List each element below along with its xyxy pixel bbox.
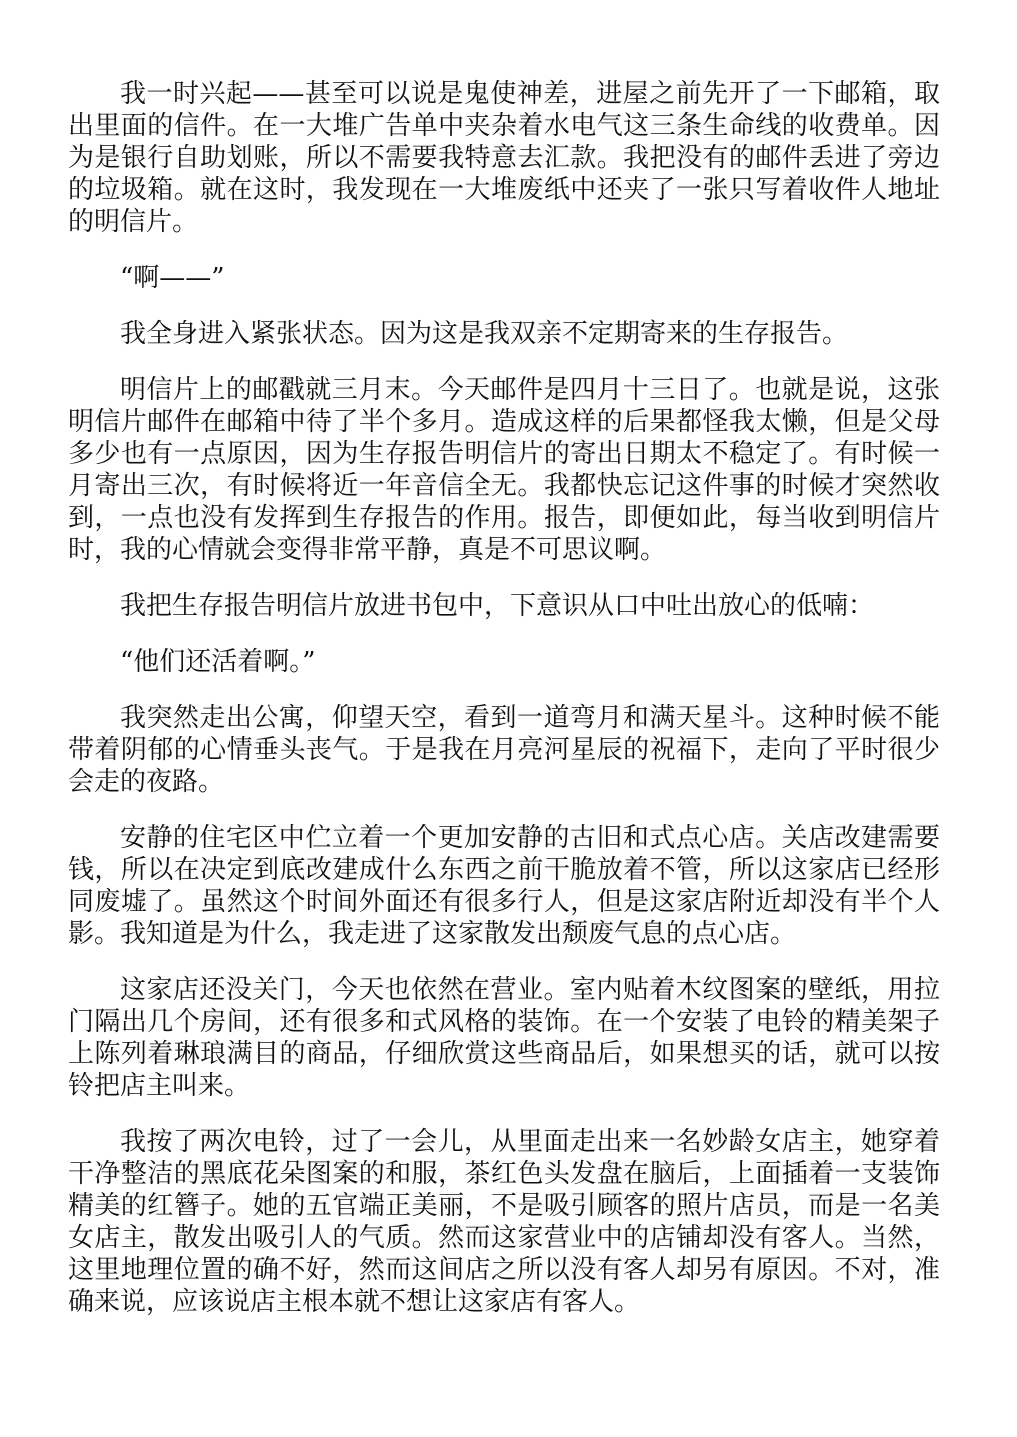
paragraph-bag: 我把生存报告明信片放进书包中，下意识从口中吐出放心的低喃： xyxy=(120,591,875,621)
paragraph-still-alive: “他们还活着啊。” xyxy=(120,647,316,677)
paragraph-night-walk: 我突然走出公寓，仰望天空，看到一道弯月和满天星斗。这种时候不能带着阴郁的心情垂头丧气。于是我在月亮河星辰的祝福下，走向了平时很少会走的夜路。 xyxy=(68,703,940,797)
paragraph-shop-owner: 我按了两次电铃，过了一会儿，从里面走出来一名妙龄女店主，她穿着干净整洁的黑底花朵图案的和服，茶红色头发盘在脑后，上面插着一支装饰精美的红簪子。她的五官端正美丽，不是吸引顾客的照片店员，而是一名美女店主，散发出吸引人的气质。然而这家营业中的店铺却没有客人。当然，这里地理位置的确不好，然而这间店之所以没有客人却另有原因。不对，准确来说，应该说店主根本就不想让这家店有客人。 xyxy=(68,1127,940,1317)
paragraph-exclamation: “啊——” xyxy=(120,263,225,293)
paragraph-tension: 我全身进入紧张状态。因为这是我双亲不定期寄来的生存报告。 xyxy=(120,319,849,349)
paragraph-postmark: 明信片上的邮戳就三月末。今天邮件是四月十三日了。也就是说，这张明信片邮件在邮箱中待了半个多月。造成这样的后果都怪我太懒，但是父母多少也有一点原因，因为生存报告明信片的寄出日期太不稳定了。有时候一月寄出三次，有时候将近一年音信全无。我都快忘记这件事的时候才突然收到，一点也没有发挥到生存报告的作用。报告，即便如此，每当收到明信片时，我的心情就会变得非常平静，真是不可思议啊。 xyxy=(68,375,940,565)
paragraph-sweet-shop: 安静的住宅区中伫立着一个更加安静的古旧和式点心店。关店改建需要钱，所以在决定到底改建成什么东西之前干脆放着不管，所以这家店已经形同废墟了。虽然这个时间外面还有很多行人，但是这家店附近却没有半个人影。我知道是为什么，我走进了这家散发出颓废气息的点心店。 xyxy=(68,823,940,949)
document-body xyxy=(68,78,940,1342)
paragraph-mailbox: 我一时兴起——甚至可以说是鬼使神差，进屋之前先开了一下邮箱，取出里面的信件。在一大堆广告单中夹杂着水电气这三条生命线的收费单。因为是银行自助划账，所以不需要我特意去汇款。我把没有的邮件丢进了旁边的垃圾箱。就在这时，我发现在一大堆废纸中还夹了一张只写着收件人地址的明信片。 xyxy=(68,79,940,237)
paragraph-shop-interior: 这家店还没关门，今天也依然在营业。室内贴着木纹图案的壁纸，用拉门隔出几个房间，还有很多和式风格的装饰。在一个安装了电铃的精美架子上陈列着琳琅满目的商品，仔细欣赏这些商品后，如果想买的话，就可以按铃把店主叫来。 xyxy=(68,975,940,1101)
